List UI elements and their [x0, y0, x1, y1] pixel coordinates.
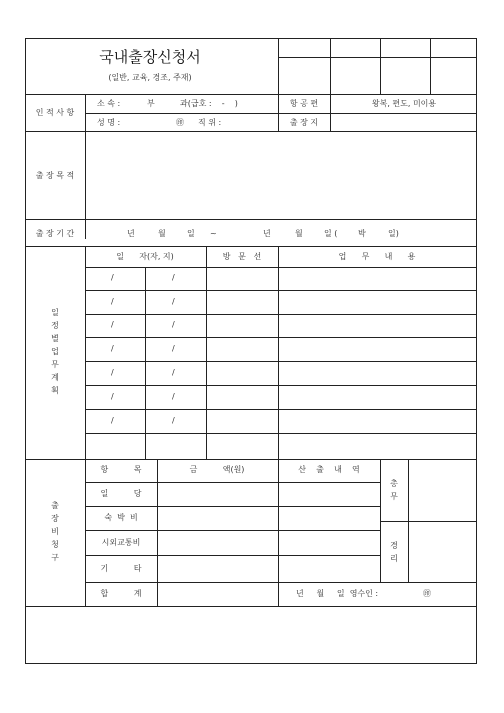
schedule-label-char: 업 — [51, 347, 59, 356]
name-label: 성 명 : — [97, 118, 121, 127]
personal-label: 인 적 사 항 — [35, 108, 75, 117]
date-slash: / — [111, 392, 114, 401]
period-nights: 박 — [358, 229, 366, 238]
expense-item: 일 당 — [100, 489, 142, 498]
hline-482 — [85, 482, 381, 483]
schedule-div2 — [278, 246, 279, 459]
outer-top — [25, 38, 477, 39]
period-year: 년 — [127, 229, 135, 238]
dept-bu: 부 — [147, 99, 155, 108]
route-label: 항 공 편 — [289, 99, 319, 108]
date-slash: / — [172, 273, 175, 282]
label-col-schedule — [85, 246, 86, 459]
approval-left — [278, 38, 279, 94]
item-header: 항 목 — [100, 465, 142, 474]
date-slash: / — [172, 297, 175, 306]
schedule-date-mid — [145, 267, 146, 459]
expense-item: 시외교통비 — [101, 538, 141, 547]
hline-433 — [85, 433, 477, 434]
amount-header: 금 액(원) — [189, 465, 245, 474]
schedule-label-char: 계 — [51, 373, 59, 382]
form-title: 국내출장신청서 — [99, 48, 201, 66]
hline-506 — [85, 506, 381, 507]
route-value: 왕복, 편도, 미이용 — [371, 99, 437, 108]
hline-530 — [85, 530, 381, 531]
schedule-label-char: 정 — [51, 321, 59, 330]
form-subtitle: (일반, 교육, 경조, 주재) — [108, 73, 192, 82]
name-seal: ㊞ — [176, 118, 184, 127]
general-affairs-char: 무 — [390, 492, 398, 501]
visit-header: 방 문 선 — [222, 252, 262, 261]
hline-94 — [25, 94, 477, 95]
outer-bottom — [25, 663, 477, 664]
date-slash: / — [111, 320, 114, 329]
accounting-label — [389, 539, 399, 565]
hline-555 — [85, 555, 381, 556]
hline-314 — [85, 314, 477, 315]
hline-113 — [85, 113, 477, 114]
general-affairs-label — [389, 477, 399, 503]
receipt-text: 년 월 일 영수인 : — [296, 589, 379, 598]
period-day2: 일 ( — [324, 229, 338, 238]
schedule-label-char: 일 — [51, 308, 59, 317]
dept-label: 소 속 : — [97, 99, 121, 108]
hline-219 — [25, 219, 477, 220]
approval-div3 — [430, 38, 431, 94]
personal-div2 — [330, 94, 331, 132]
dept-gwa: 과(급호 : - ) — [180, 99, 238, 108]
date-slash: / — [111, 344, 114, 353]
schedule-label-char: 획 — [51, 386, 59, 395]
schedule-label-char: 무 — [51, 360, 59, 369]
task-header: 업 무 내 용 — [338, 252, 416, 261]
expense-label-char: 청 — [51, 540, 59, 549]
accounting-char: 경 — [390, 541, 398, 550]
receipt-seal: ㊞ — [423, 589, 431, 598]
general-affairs-char: 총 — [390, 479, 398, 488]
hline-361 — [85, 361, 477, 362]
date-slash: / — [111, 273, 114, 282]
purpose-label: 출 장 목 적 — [35, 171, 75, 180]
period-month2: 월 — [295, 229, 303, 238]
expense-label-char: 구 — [51, 553, 59, 562]
position-label: 직 위 : — [198, 118, 222, 127]
calc-header: 산 출 내 역 — [298, 465, 360, 474]
label-col-top — [85, 94, 86, 239]
approval-div2 — [380, 38, 381, 94]
accounting-char: 리 — [390, 554, 398, 563]
date-slash: / — [172, 392, 175, 401]
date-slash: / — [172, 320, 175, 329]
expense-total: 합 계 — [100, 589, 142, 598]
schedule-div1 — [206, 246, 207, 459]
hline-459 — [25, 459, 477, 460]
date-slash: / — [111, 416, 114, 425]
period-label: 출 장 기 간 — [35, 229, 75, 238]
period-days: 일) — [388, 229, 399, 238]
period-day: 일 — [187, 229, 195, 238]
hline-337 — [85, 337, 477, 338]
hline-606 — [25, 606, 477, 607]
date-slash: / — [111, 297, 114, 306]
hline-290 — [85, 290, 477, 291]
date-slash: / — [172, 416, 175, 425]
schedule-label-char: 별 — [51, 334, 59, 343]
destination-label: 출 장 지 — [289, 118, 319, 127]
period-tilde: ~ — [210, 229, 217, 238]
hline-267 — [85, 267, 477, 268]
date-header: 일 자(자, 지) — [116, 252, 174, 261]
period-year2: 년 — [263, 229, 271, 238]
hline-246 — [25, 246, 477, 247]
approval-div1 — [330, 38, 331, 94]
hline-131 — [25, 131, 477, 132]
date-slash: / — [172, 368, 175, 377]
period-month: 월 — [158, 229, 166, 238]
hline-582 — [85, 582, 477, 583]
expense-label-char: 출 — [51, 501, 59, 510]
expense-item: 기 타 — [100, 564, 142, 573]
expense-label-char: 비 — [51, 527, 59, 536]
expense-label-char: 장 — [51, 514, 59, 523]
expense-item: 숙 박 비 — [104, 513, 138, 522]
date-slash: / — [172, 344, 175, 353]
date-slash: / — [111, 368, 114, 377]
hline-409 — [85, 409, 477, 410]
schedule-label — [50, 306, 60, 397]
personal-div1 — [278, 94, 279, 132]
approval-hline — [278, 57, 476, 58]
expense-label — [50, 499, 60, 564]
hline-521 — [380, 521, 477, 522]
hline-385 — [85, 385, 477, 386]
